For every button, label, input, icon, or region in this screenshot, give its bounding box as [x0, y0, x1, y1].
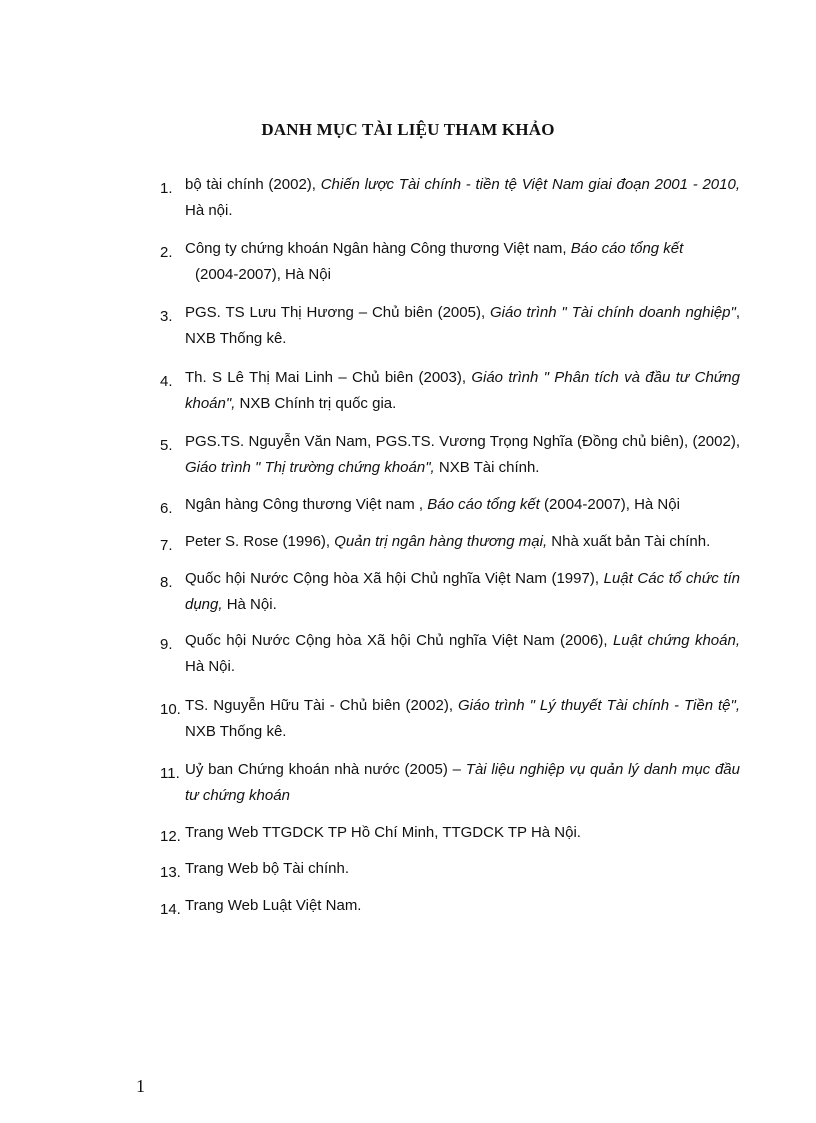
reference-item — [150, 820, 740, 846]
reference-item — [150, 236, 740, 288]
reference-number: 12. — [160, 828, 181, 845]
page-title: DANH MỤC TÀI LIỆU THAM KHẢO — [261, 120, 555, 139]
reference-text: Quốc hội Nước Cộng hòa Xã hội Chủ nghĩa Việt Nam (2006), Luật chứng khoán, Hà Nội. — [185, 632, 740, 675]
reference-text: Trang Web bộ Tài chính. — [185, 860, 349, 877]
reference-number: 9. — [160, 636, 173, 653]
reference-text: PGS. TS Lưu Thị Hương – Chủ biên (2005), Giáo trình " Tài chính doanh nghiệp", NXB Thống kê. — [185, 304, 740, 347]
reference-number: 2. — [160, 244, 173, 261]
reference-item — [150, 529, 740, 555]
reference-item — [150, 757, 740, 809]
reference-number: 8. — [160, 574, 173, 591]
reference-number: 11. — [160, 765, 180, 782]
reference-text: Công ty chứng khoán Ngân hàng Công thương Việt nam, Báo cáo tổng kết (2004-2007), Hà Nội — [185, 240, 684, 283]
reference-number: 1. — [160, 180, 173, 197]
reference-number: 3. — [160, 308, 173, 325]
reference-item — [150, 300, 740, 352]
reference-item — [150, 492, 740, 518]
reference-item — [150, 693, 740, 745]
reference-number: 5. — [160, 437, 173, 454]
reference-number: 7. — [160, 537, 173, 554]
reference-item — [150, 365, 740, 417]
reference-item — [150, 856, 740, 882]
reference-item — [150, 172, 740, 224]
reference-item — [150, 429, 740, 481]
reference-item — [150, 566, 740, 618]
reference-text: TS. Nguyễn Hữu Tài - Chủ biên (2002), Giáo trình " Lý thuyết Tài chính - Tiền tệ", NXB Thống kê. — [185, 697, 741, 740]
reference-text: Trang Web TTGDCK TP Hồ Chí Minh, TTGDCK TP Hà Nội. — [185, 824, 581, 841]
reference-item — [150, 628, 740, 680]
reference-number: 13. — [160, 864, 181, 881]
reference-item — [150, 893, 740, 919]
reference-text: Trang Web Luật Việt Nam. — [185, 897, 362, 914]
reference-text: Th. S Lê Thị Mai Linh – Chủ biên (2003), Giáo trình " Phân tích và đầu tư Chứng khoán", NXB Chính trị quốc gia. — [185, 369, 740, 412]
reference-text: Quốc hội Nước Cộng hòa Xã hội Chủ nghĩa Việt Nam (1997), Luật Các tổ chức tín dụng, Hà Nội. — [185, 570, 740, 613]
reference-number: 6. — [160, 500, 173, 517]
reference-text: Ngân hàng Công thương Việt nam , Báo cáo tổng kết (2004-2007), Hà Nội — [185, 496, 680, 513]
reference-number: 10. — [160, 701, 181, 718]
reference-text: bộ tài chính (2002), Chiến lược Tài chính - tiền tệ Việt Nam giai đoạn 2001 - 2010, Hà nội. — [185, 176, 740, 219]
reference-number: 14. — [160, 901, 181, 918]
reference-number: 4. — [160, 373, 173, 390]
page-number: 1 — [136, 1076, 145, 1096]
reference-text: Peter S. Rose (1996), Quản trị ngân hàng thương mại, Nhà xuất bản Tài chính. — [185, 533, 711, 550]
reference-text: Uỷ ban Chứng khoán nhà nước (2005) – Tài liệu nghiệp vụ quản lý danh mục đầu tư chứng khoán — [185, 761, 740, 804]
reference-text: PGS.TS. Nguyễn Văn Nam, PGS.TS. Vương Trọng Nghĩa (Đồng chủ biên), (2002), Giáo trình " Thị trường chứng khoán", NXB Tài chính. — [185, 433, 740, 476]
